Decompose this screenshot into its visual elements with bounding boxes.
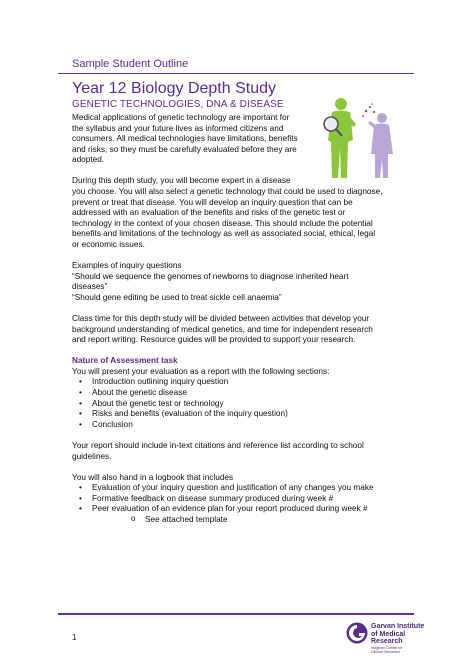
logo-sub-line: Kinghorn Centre for	[371, 646, 403, 650]
intro-paragraph	[72, 113, 412, 166]
page-title: Year 12 Biology Depth Study	[72, 80, 276, 97]
logo-name-line: Garvan Institute	[371, 623, 425, 630]
list-item: • Evaluation of your inquiry question and justification of any changes you make	[72, 483, 412, 494]
logbook-list	[72, 483, 412, 515]
text-line: you choose. You will also select a genetic technology that could be used to diagnose,	[72, 187, 383, 197]
text-line: or economic issues.	[72, 240, 145, 250]
text-line: Medical applications of genetic technology are important for	[72, 113, 290, 122]
garvan-logo	[346, 621, 426, 661]
class-time-paragraph	[72, 314, 412, 346]
text-line: addressed with an evaluation of the benefits and risks of the genetic test or	[72, 208, 346, 218]
citations-paragraph	[72, 441, 412, 462]
example-question: diseases”	[72, 282, 108, 292]
text-line: consumers. All medical technologies have limitations, benefits	[72, 134, 298, 144]
list-item: • Risks and benefits (evaluation of the inquiry question)	[72, 409, 412, 420]
examples-heading: Examples of inquiry questions	[72, 261, 182, 271]
text-line: Class time for this depth study will be divided between activities that develop your	[72, 314, 370, 323]
inquiry-examples	[72, 261, 412, 303]
text-line: guidelines.	[72, 451, 112, 461]
list-item: • Formative feedback on disease summary produced during week #	[72, 494, 412, 505]
header-divider	[58, 73, 414, 74]
text-line: During this depth study, you will become expert in a disease	[72, 176, 291, 186]
list-item: • Introduction outlining inquiry question	[72, 377, 412, 388]
assessment-section	[72, 356, 412, 377]
list-item: • About the genetic disease	[72, 388, 412, 399]
document-body	[72, 113, 412, 526]
assessment-intro: You will present your evaluation as a report with the following sections:	[72, 366, 330, 376]
logo-sub-line: Clinical Genomics	[371, 650, 400, 655]
footer-divider	[58, 613, 414, 615]
report-sections-list	[72, 377, 412, 430]
page-number: 1	[72, 633, 77, 642]
assessment-heading: Nature of Assessment task	[72, 356, 178, 366]
example-question: “Should gene editing be used to treat sickle cell anaemia”	[72, 292, 282, 302]
text-line: background understanding of medical genetics, and time for independent research	[72, 324, 373, 334]
header-label: Sample Student Outline	[72, 58, 189, 70]
text-line: adopted.	[72, 155, 105, 165]
text-line: benefits and limitations of the technology as well as associated social, ethical, legal	[72, 229, 376, 239]
logo-name-line: of Medical Research	[371, 630, 406, 645]
list-item: • About the genetic test or technology	[72, 399, 412, 410]
text-line: and report writing. Resource guides will be provided to support your research.	[72, 335, 356, 345]
list-item: • Conclusion	[72, 420, 412, 431]
example-question: “Should we sequence the genomes of newborns to diagnose inherited heart	[72, 271, 349, 281]
depth-study-paragraph	[72, 176, 412, 250]
list-item: • Peer evaluation of an evidence plan for your report produced during week #	[72, 504, 412, 515]
logo-name	[371, 623, 426, 646]
logbook-subitem: o See attached template	[72, 515, 412, 526]
text-line: technology in the context of your chosen disease. This should include the potential	[72, 218, 373, 228]
text-line: the syllabus and your future lives as informed citizens and	[72, 123, 284, 133]
garvan-logo-mark-icon	[346, 622, 368, 644]
logo-subtitle	[371, 646, 402, 654]
text-line: Your report should include in-text citations and reference list according to school	[72, 440, 364, 450]
text-line: prevent or treat that disease. You will develop an inquiry question that can be	[72, 197, 353, 207]
logbook-intro: You will also hand in a logbook that includes	[72, 472, 234, 482]
page-subtitle: GENETIC TECHNOLOGIES, DNA & DISEASE	[72, 99, 284, 110]
text-line: and risks, so they must be carefully evaluated before they are	[72, 144, 297, 154]
